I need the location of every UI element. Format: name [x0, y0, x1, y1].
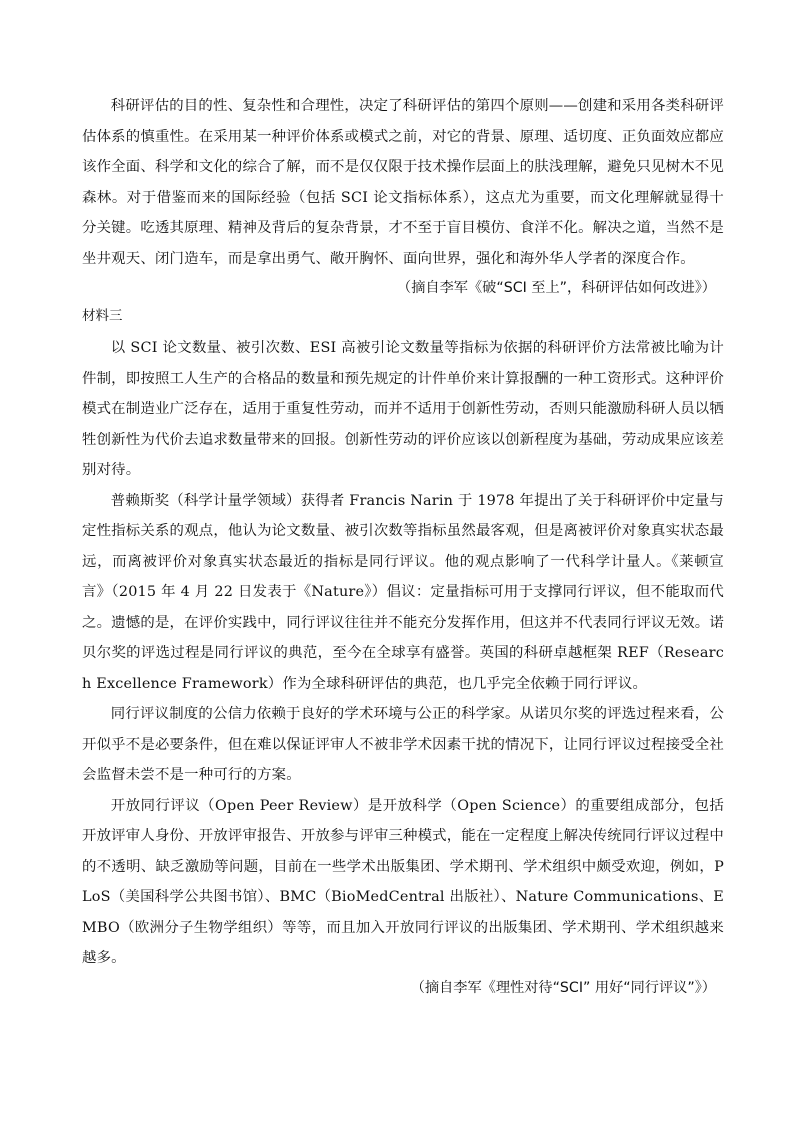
paragraph-credibility: 同行评议制度的公信力依赖于良好的学术环境与公正的科学家。从诺贝尔奖的评选过程来看，公开似乎不是必要条件，但在难以保证评审人不被非学术因素干扰的情况下，让同行评议过程接受全社会监督未尝不是一种可行的方案。 — [82, 706, 724, 783]
source-citation-2: （摘自李军《理性对待“SCI” 用好“同行评议”》） — [410, 979, 716, 996]
paragraph-narin-peer-review: 普赖斯奖（科学计量学领域）获得者 Francis Narin 于 1978 年提出了关于科研评价中定量与定性指标关系的观点，他认为论文数量、被引次数等指标虽然最客观，但是离被评价对象真实状态最远，而离被评价对象真实状态最近的指标是同行评议。他的观点影响了一代科学计量人。《莱顿宣言》（2015 年 4 月 22 日发表于《Nature》）倡议：定量指标可用于支撑同行评议，但不能取而代之。遗憾的是，在评价实践中，同行评议往往并不能充分发挥作用，但这并不代表同行评议无效。诺贝尔奖的评选过程是同行评议的典范，至今在全球享有盛誉。英国的科研卓越框架 REF（Research Excellence Framework）作为全球科研评估的典范，也几乎完全依赖于同行评议。 — [82, 492, 724, 692]
source-citation-1: （摘自李军《破“SCI 至上”，科研评估如何改进》） — [397, 280, 716, 296]
section-label-material-3: 材料三 — [82, 308, 123, 324]
paragraph-evaluation-principle: 科研评估的目的性、复杂性和合理性，决定了科研评估的第四个原则——创建和采用各类科研评估体系的慎重性。在采用某一种评价体系或模式之前，对它的背景、原理、适切度、正负面效应都应该作全面、科学和文化的综合了解，而不是仅仅限于技术操作层面上的肤浅理解，避免只见树木不见森林。对于借鉴而来的国际经验（包括 SCI 论文指标体系），这点尤为重要，而文化理解就显得十分关键。吃透其原理、精神及背后的复杂背景，才不至于盲目模仿、食洋不化。解决之道，当然不是坐井观天、闭门造车，而是拿出勇气、敞开胸怀、面向世界，强化和海外华人学者的深度合作。 — [82, 98, 724, 267]
document-body — [82, 91, 724, 1002]
paragraph-open-peer-review: 开放同行评议（Open Peer Review）是开放科学（Open Science）的重要组成部分，包括开放评审人身份、开放评审报告、开放参与评审三种模式，能在一定程度上解决传统同行评议过程中的不透明、缺乏激励等问题，目前在一些学术出版集团、学术期刊、学术组织中颇受欢迎，例如，PLoS（美国科学公共图书馆）、BMC（BioMedCentral 出版社）、Nature Communications、EMBO（欧洲分子生物学组织）等等，而且加入开放同行评议的出版集团、学术期刊、学术组织越来越多。 — [82, 797, 724, 966]
paragraph-piecework-metaphor: 以 SCI 论文数量、被引次数、ESI 高被引论文数量等指标为依据的科研评价方法常被比喻为计件制，即按照工人生产的合格品的数量和预先规定的计件单价来计算报酬的一种工资形式。这种评价模式在制造业广泛存在，适用于重复性劳动，而并不适用于创新性劳动，否则只能激励科研人员以牺牲创新性为代价去追求数量带来的回报。创新性劳动的评价应该以创新程度为基础，劳动成果应该差别对待。 — [82, 340, 724, 478]
